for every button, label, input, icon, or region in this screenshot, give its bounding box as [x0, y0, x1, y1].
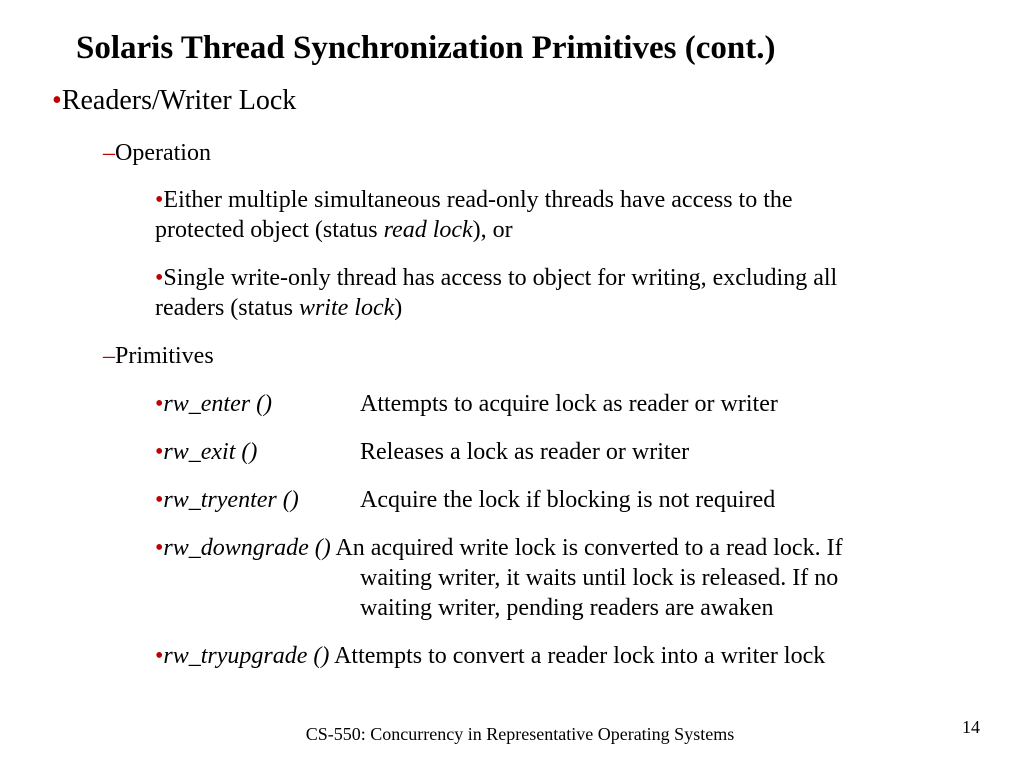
operation-item-2-pre: readers (status	[155, 295, 299, 321]
primitive-rw-downgrade-desc-3: waiting writer, pending readers are awaken	[360, 595, 774, 621]
primitive-rw-downgrade-desc-1: An acquired write lock is converted to a read lock. If	[335, 535, 843, 561]
operation-item-2-post: )	[394, 295, 403, 321]
dash-marker: –	[103, 140, 115, 166]
bullet-marker: •	[155, 265, 164, 291]
slide-footer: CS-550: Concurrency in Representative Operating Systems	[305, 724, 735, 744]
primitive-rw-downgrade-desc-2: waiting writer, it waits until lock is released. If no	[360, 565, 839, 591]
primitive-rw-tryupgrade	[155, 641, 825, 671]
primitive-name: rw_tryupgrade ()	[163, 643, 330, 669]
operation-item-1-line-2	[155, 215, 513, 245]
primitive-name: rw_downgrade ()	[163, 535, 331, 561]
operation-item-1-text: Either multiple simultaneous read-only threads have access to the	[163, 187, 793, 213]
bullet-marker: •	[155, 391, 164, 417]
primitive-rw-enter-desc: Attempts to acquire lock as reader or writer	[360, 391, 778, 417]
operation-item-2-line-1	[155, 263, 837, 293]
read-lock-term: read lock	[383, 217, 473, 243]
primitive-rw-downgrade	[155, 533, 843, 563]
primitive-rw-tryupgrade-desc: Attempts to convert a reader lock into a writer lock	[334, 643, 826, 669]
bullet-marker: •	[52, 85, 62, 116]
primitive-name: rw_enter ()	[163, 391, 273, 417]
slide-title: Solaris Thread Synchronization Primitives (cont.)	[76, 30, 776, 66]
main-bullet-text: Readers/Writer Lock	[61, 85, 297, 116]
primitives-heading-text: Primitives	[115, 343, 214, 369]
bullet-marker: •	[155, 439, 164, 465]
operation-item-1-post: ), or	[472, 217, 513, 243]
primitive-rw-enter	[155, 389, 272, 419]
operation-item-1-line-1	[155, 185, 793, 215]
write-lock-term: write lock	[298, 295, 395, 321]
operation-item-2-text: Single write-only thread has access to object for writing, excluding all	[163, 265, 838, 291]
operation-item-1-pre: protected object (status	[155, 217, 384, 243]
primitive-rw-tryenter	[155, 485, 299, 515]
primitive-rw-tryenter-desc: Acquire the lock if blocking is not required	[360, 487, 776, 513]
primitive-rw-exit	[155, 437, 257, 467]
bullet-marker: •	[155, 187, 164, 213]
primitive-name: rw_tryenter ()	[163, 487, 299, 513]
bullet-marker: •	[155, 643, 164, 669]
dash-marker: –	[103, 343, 115, 369]
bullet-marker: •	[155, 487, 164, 513]
operation-item-2-line-2	[155, 293, 402, 323]
subheading-primitives	[103, 341, 214, 371]
subheading-operation	[103, 138, 211, 168]
primitive-rw-exit-desc: Releases a lock as reader or writer	[360, 439, 690, 465]
page-number: 14	[962, 717, 980, 737]
main-bullet-readers-writer-lock	[52, 84, 296, 118]
bullet-marker: •	[155, 535, 164, 561]
operation-heading-text: Operation	[115, 140, 211, 166]
primitive-name: rw_exit ()	[163, 439, 258, 465]
